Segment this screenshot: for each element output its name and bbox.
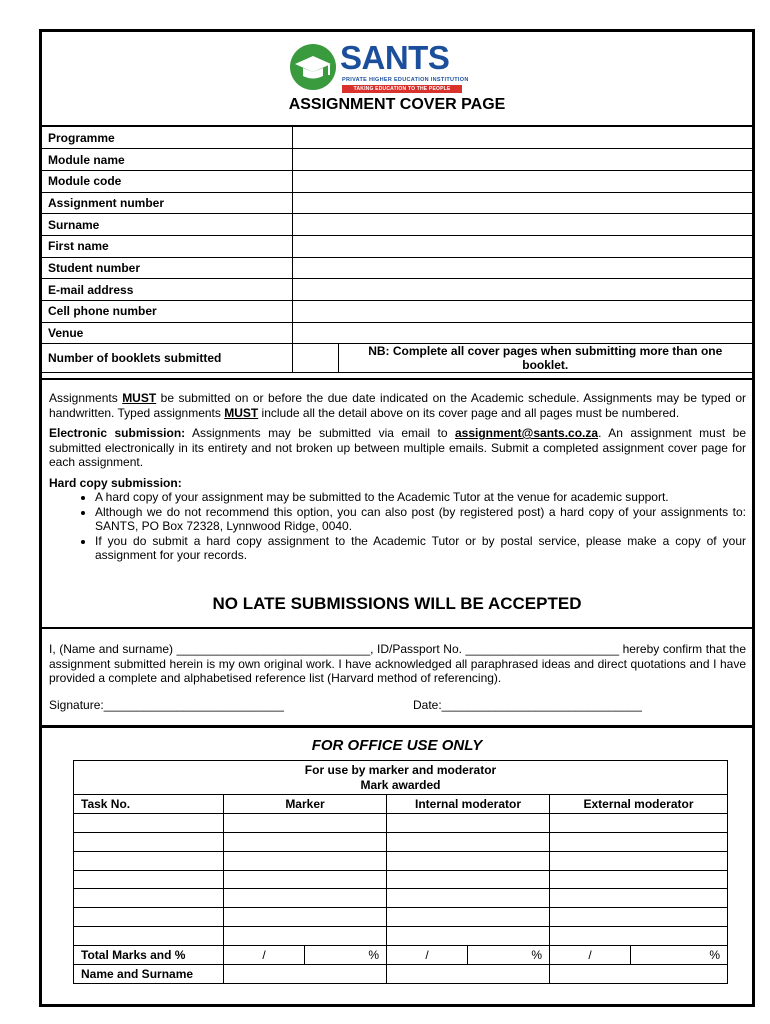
sants-logo [290, 40, 470, 94]
mark-cell[interactable] [550, 908, 728, 927]
table-row [74, 965, 728, 984]
table-row [74, 946, 728, 965]
mark-cell[interactable] [224, 813, 387, 832]
office-use-title: FOR OFFICE USE ONLY [311, 737, 483, 754]
mark-cell[interactable] [387, 832, 550, 851]
mark-cell[interactable] [224, 889, 387, 908]
email-link[interactable]: assignment@sants.co.za [454, 426, 599, 440]
office-header-line: For use by marker and moderator [304, 762, 497, 777]
logo-subtitle: PRIVATE HIGHER EDUCATION INSTITUTION [342, 77, 469, 83]
marker-mark-cell[interactable]: / [224, 946, 305, 965]
graduation-cap-icon [290, 44, 336, 90]
mark-cell[interactable] [387, 870, 550, 889]
internal-mark-cell[interactable]: / [387, 946, 468, 965]
table-row [42, 149, 752, 171]
signature-line[interactable]: Signature:___________________________ [49, 698, 284, 712]
mark-cell[interactable] [224, 851, 387, 870]
table-row [74, 908, 728, 927]
mark-cell[interactable] [387, 927, 550, 946]
mark-cell[interactable] [224, 832, 387, 851]
mark-cell[interactable] [550, 927, 728, 946]
divider [42, 378, 752, 380]
mark-cell[interactable] [550, 832, 728, 851]
table-row [42, 192, 752, 214]
field-value[interactable] [292, 301, 752, 323]
field-label: Student number [42, 257, 292, 279]
instructions-text: be submitted on or before the due date indicated on the Academic schedule. Assignments may be typed or handwritten. Typed assignments [49, 391, 746, 420]
task-cell[interactable] [74, 889, 224, 908]
mark-cell[interactable] [387, 851, 550, 870]
electronic-text: Assignments may be submitted via email to [185, 426, 455, 440]
logo-tagline: TAKING EDUCATION TO THE PEOPLE [342, 85, 462, 93]
field-label: Venue [42, 322, 292, 344]
hardcopy-list [49, 490, 746, 563]
name-cell[interactable] [550, 965, 728, 984]
mark-cell[interactable] [224, 870, 387, 889]
table-row [42, 257, 752, 279]
table-row [42, 170, 752, 192]
field-value[interactable] [292, 257, 752, 279]
name-cell[interactable] [224, 965, 387, 984]
submission-instructions [49, 391, 746, 563]
mark-cell[interactable] [387, 889, 550, 908]
table-row [74, 870, 728, 889]
column-header: External moderator [550, 795, 728, 814]
must-emphasis: MUST [224, 405, 259, 420]
table-row [42, 301, 752, 323]
mark-cell[interactable] [550, 813, 728, 832]
field-value[interactable] [292, 192, 752, 214]
task-cell[interactable] [74, 927, 224, 946]
marker-percent-cell[interactable]: % [305, 946, 387, 965]
field-label: Surname [42, 214, 292, 236]
list-item: • Although we do not recommend this option, you can also post (by registered post) a hard copy of your assignments to: SANTS, PO Box 72328, Lynnwood Ridge, 0040. [95, 505, 746, 534]
field-value[interactable] [292, 279, 752, 301]
name-surname-label: Name and Surname [74, 965, 224, 984]
mark-cell[interactable] [387, 813, 550, 832]
table-row [42, 344, 752, 373]
field-value[interactable] [292, 170, 752, 192]
field-value[interactable] [292, 322, 752, 344]
field-label: Module name [42, 149, 292, 171]
mark-cell[interactable] [387, 908, 550, 927]
mark-cell[interactable] [224, 908, 387, 927]
table-row [42, 322, 752, 344]
student-details-table [42, 127, 752, 373]
electronic-label: Electronic submission: [49, 426, 186, 440]
field-value[interactable] [292, 149, 752, 171]
column-header: Task No. [74, 795, 224, 814]
table-row [74, 889, 728, 908]
table-row [42, 235, 752, 257]
task-cell[interactable] [74, 813, 224, 832]
field-value[interactable] [292, 127, 752, 149]
list-item: • A hard copy of your assignment may be submitted to the Academic Tutor at the venue for academic support. [95, 490, 746, 505]
table-row [74, 761, 728, 795]
column-header: Internal moderator [387, 795, 550, 814]
electronic-text: . An assignment must be submitted electronically in its entirety and not broken up between multiple emails. Submit a completed assignment cover page for each assignment. [49, 426, 746, 469]
divider [42, 725, 752, 728]
list-item: • If you do submit a hard copy assignment to the Academic Tutor or by postal service, please make a copy of your assignment for your records. [95, 534, 746, 563]
table-row [74, 851, 728, 870]
divider [42, 627, 752, 629]
field-label: Programme [42, 127, 292, 149]
instructions-text: include all the detail above on its cover page and all pages must be numbered. [258, 405, 680, 420]
field-label: Module code [42, 170, 292, 192]
instructions-text: Assignments [49, 391, 123, 405]
table-row [74, 927, 728, 946]
office-header [74, 761, 728, 795]
date-line[interactable]: Date:______________________________ [413, 698, 642, 712]
table-row [42, 214, 752, 236]
hardcopy-label: Hard copy submission: [49, 475, 182, 490]
office-header-line: Mark awarded [360, 777, 441, 792]
field-label: Assignment number [42, 192, 292, 214]
field-value[interactable] [292, 235, 752, 257]
name-cell[interactable] [387, 965, 550, 984]
internal-percent-cell[interactable]: % [468, 946, 550, 965]
field-label: E-mail address [42, 279, 292, 301]
booklet-count-field[interactable] [292, 344, 338, 373]
late-notice: NO LATE SUBMISSIONS WILL BE ACCEPTED [212, 594, 582, 613]
column-header: Marker [224, 795, 387, 814]
cover-page [39, 29, 755, 1007]
task-cell[interactable] [74, 832, 224, 851]
mark-cell[interactable] [550, 889, 728, 908]
task-cell[interactable] [74, 851, 224, 870]
must-emphasis: MUST [122, 391, 157, 405]
logo-name: SANTS [340, 39, 450, 76]
field-label: First name [42, 235, 292, 257]
table-row [74, 813, 728, 832]
mark-cell[interactable] [550, 851, 728, 870]
table-row [42, 127, 752, 149]
total-marks-label: Total Marks and % [74, 946, 224, 965]
external-mark-cell[interactable]: / [550, 946, 631, 965]
table-row [74, 832, 728, 851]
page-title: ASSIGNMENT COVER PAGE [288, 96, 506, 113]
task-cell[interactable] [74, 870, 224, 889]
mark-cell[interactable] [224, 927, 387, 946]
declaration-text: I, (Name and surname) _____________________________, ID/Passport No. _______________________ hereby confirm that the assignment submitted herein is my own original work. I have acknowledged all paraphrased ideas and direct quotations and I have provided a complete and alphabetised reference list (Harvard method of referencing). [49, 642, 746, 685]
nb-note: NB: Complete all cover pages when submitting more than one booklet. [338, 344, 752, 373]
table-row [74, 795, 728, 814]
table-row [42, 279, 752, 301]
field-label: Cell phone number [42, 301, 292, 323]
field-label: Number of booklets submitted [42, 344, 292, 373]
task-cell[interactable] [74, 908, 224, 927]
external-percent-cell[interactable]: % [631, 946, 728, 965]
field-value[interactable] [292, 214, 752, 236]
mark-cell[interactable] [550, 870, 728, 889]
office-marks-table [73, 760, 728, 984]
